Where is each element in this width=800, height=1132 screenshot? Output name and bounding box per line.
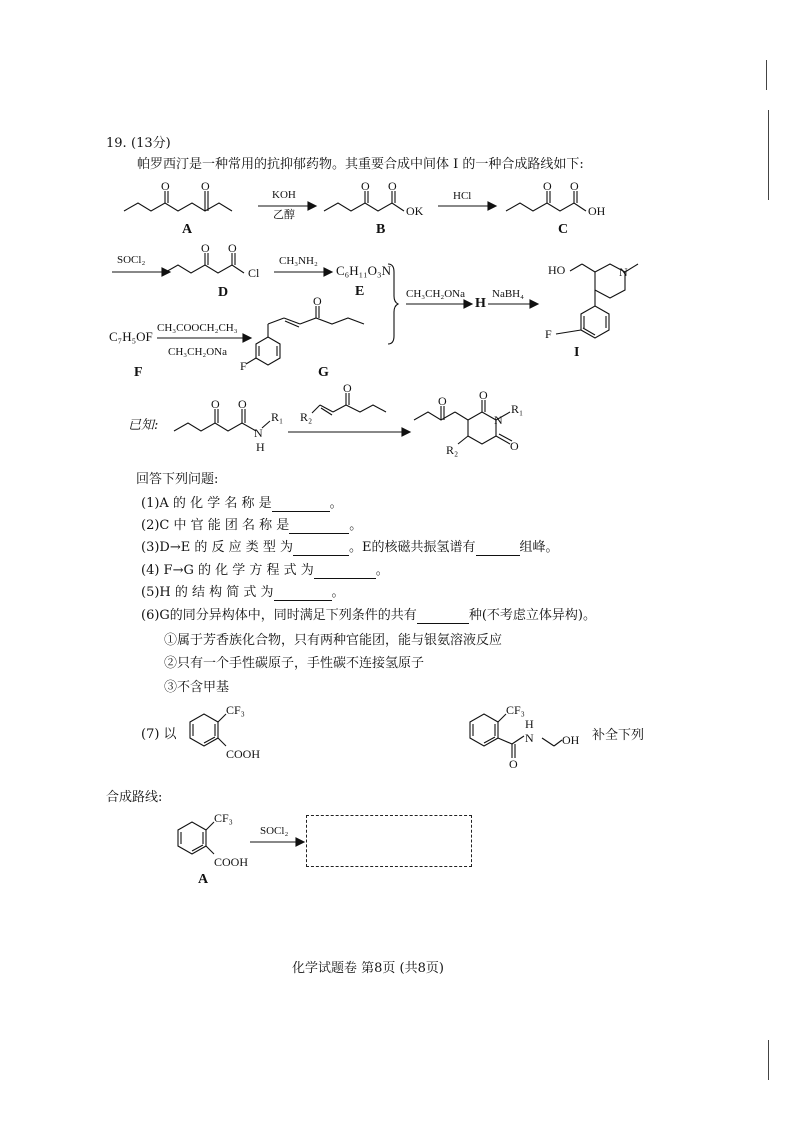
atom-oh: OH [562, 733, 580, 747]
q1-end: 。 [329, 496, 343, 511]
atom-o: O [228, 241, 237, 255]
label-i: I [574, 345, 580, 360]
q1-text: (1)A 的 化 学 名 称 是 [141, 496, 272, 511]
atom-cf3: CF₃ [226, 703, 245, 717]
known-reactant-2 [300, 381, 400, 425]
q4-text: (4) F→G 的 化 学 方 程 式 为 [141, 563, 314, 578]
atom-o: O [570, 179, 579, 193]
label-b: B [376, 222, 386, 237]
answer-blank-3b[interactable] [476, 543, 520, 556]
label-c: C [558, 222, 569, 237]
known-reactant-1 [170, 395, 290, 460]
reagent-socl2: SOCl₂ [117, 254, 146, 266]
atom-ho: HO [548, 263, 566, 277]
question-score: (13分) [131, 136, 171, 151]
q2 [141, 518, 362, 534]
q6-text: (6)G的同分异构体中，同时满足下列条件的共有 [141, 608, 417, 623]
label-f: F [134, 365, 143, 380]
atom-n: N [494, 413, 503, 427]
atom-r1: R₁ [271, 410, 284, 424]
q3 [141, 540, 559, 556]
synthesis-label-a: A [198, 872, 209, 887]
label-h: H [475, 296, 486, 311]
q5 [141, 585, 345, 601]
q6-end: 种(不考虑立体异构)。 [468, 608, 596, 623]
atom-r2: R₂ [300, 410, 313, 424]
atom-o: O [479, 388, 488, 402]
q3-end: 组峰。 [519, 540, 559, 555]
label-g: G [318, 365, 329, 380]
atom-cooh: COOH [226, 747, 261, 761]
atom-h: H [256, 440, 265, 454]
scan-edge [768, 1040, 769, 1080]
label-a: A [182, 222, 193, 237]
atom-r2: R₂ [446, 443, 459, 457]
structure-g [240, 294, 390, 373]
atom-o: O [238, 397, 247, 411]
q4 [141, 563, 389, 579]
atom-f: F [545, 327, 552, 341]
condition-2: ②只有一个手性碳原子，手性碳不连接氢原子 [164, 656, 425, 671]
atom-o: O [509, 757, 518, 771]
atom-n: N [254, 426, 263, 440]
atom-h: H [525, 717, 534, 731]
atom-o: O [343, 381, 352, 395]
scan-edge [768, 110, 769, 200]
formula-e: C₆H₁₁O₃N [336, 263, 391, 278]
reagent-ch3ch2ona-merge: CH₃CH₂ONa [406, 288, 466, 300]
atom-cooh: COOH [214, 855, 249, 869]
answer-blank-6[interactable] [417, 611, 469, 624]
arrow-known [286, 426, 410, 438]
label-d: D [218, 285, 229, 300]
answer-blank-2[interactable] [289, 521, 349, 534]
q1 [141, 496, 343, 512]
page-footer: 化学试题卷 第8页 (共8页) [292, 961, 444, 976]
atom-ok: OK [406, 204, 424, 218]
synthesis-reagent: SOCl₂ [260, 825, 289, 837]
atom-r1: R₁ [511, 402, 524, 416]
reagent-ch3cooch2ch3: CH₃COOCH₂CH₃ [157, 322, 238, 334]
answer-box[interactable] [306, 815, 472, 867]
atom-o: O [211, 397, 220, 411]
atom-cf3: CF₃ [214, 811, 233, 825]
answer-blank-1[interactable] [272, 499, 330, 512]
q5-text: (5)H 的 结 构 简 式 为 [141, 585, 274, 600]
atom-oh: OH [588, 204, 606, 218]
structure-d [162, 241, 272, 287]
synthesis-title: 合成路线: [106, 790, 163, 805]
q7-continue: 补全下列 [592, 728, 645, 743]
structure-b [322, 179, 432, 225]
questions-header: 回答下列问题: [136, 472, 219, 487]
answer-blank-4[interactable] [314, 566, 376, 579]
atom-o: O [201, 241, 210, 255]
atom-cl: Cl [248, 266, 260, 280]
q6 [141, 608, 596, 624]
q4-end: 。 [375, 563, 389, 578]
structure-a [120, 179, 260, 225]
question-number: 19. [106, 136, 127, 151]
q3-text: (3)D→E 的 反 应 类 型 为 [141, 540, 294, 555]
structure-i [520, 250, 660, 360]
question-intro: 帕罗西汀是一种常用的抗抑郁药物。其重要合成中间体 I 的一种合成路线如下: [137, 157, 584, 172]
condition-3: ③不含甲基 [164, 680, 230, 695]
atom-o: O [313, 294, 322, 308]
q7-target-structure [462, 700, 592, 770]
reagent-ch3nh2: CH₃NH₂ [279, 255, 318, 267]
atom-o: O [361, 179, 370, 193]
known-product [410, 380, 560, 470]
atom-o: O [543, 179, 552, 193]
reagent-nabh4: NaBH₄ [492, 288, 524, 300]
reagent-ch3ch2ona: CH₃CH₂ONa [168, 346, 228, 358]
scan-edge [766, 60, 767, 90]
atom-n: N [619, 265, 628, 279]
formula-f: C₇H₅OF [109, 329, 153, 344]
atom-o: O [438, 394, 447, 408]
label-e: E [355, 284, 365, 299]
atom-o: O [510, 439, 519, 453]
atom-n: N [525, 731, 534, 745]
q7-text: (7) 以 [141, 727, 177, 742]
q2-text: (2)C 中 官 能 团 名 称 是 [141, 518, 290, 533]
reagent-koh: KOH [272, 189, 296, 201]
atom-cf3: CF₃ [506, 703, 525, 717]
atom-o: O [388, 179, 397, 193]
atom-f: F [240, 359, 247, 373]
condition-1: ①属于芳香族化合物，只有两种官能团，能与银氨溶液反应 [164, 633, 503, 648]
q7-starting-structure [180, 700, 280, 770]
q3-mid: 。E的核磁共振氢谱有 [349, 540, 476, 555]
reagent-hcl: HCl [453, 190, 472, 202]
reagent-ethanol: 乙醇 [273, 209, 295, 221]
atom-o: O [161, 179, 170, 193]
answer-blank-3a[interactable] [293, 543, 349, 556]
answer-blank-5[interactable] [274, 588, 332, 601]
atom-o: O [201, 179, 210, 193]
q5-end: 。 [331, 585, 345, 600]
q2-end: 。 [349, 518, 363, 533]
known-label: 已知: [128, 418, 159, 433]
structure-c [504, 179, 614, 225]
